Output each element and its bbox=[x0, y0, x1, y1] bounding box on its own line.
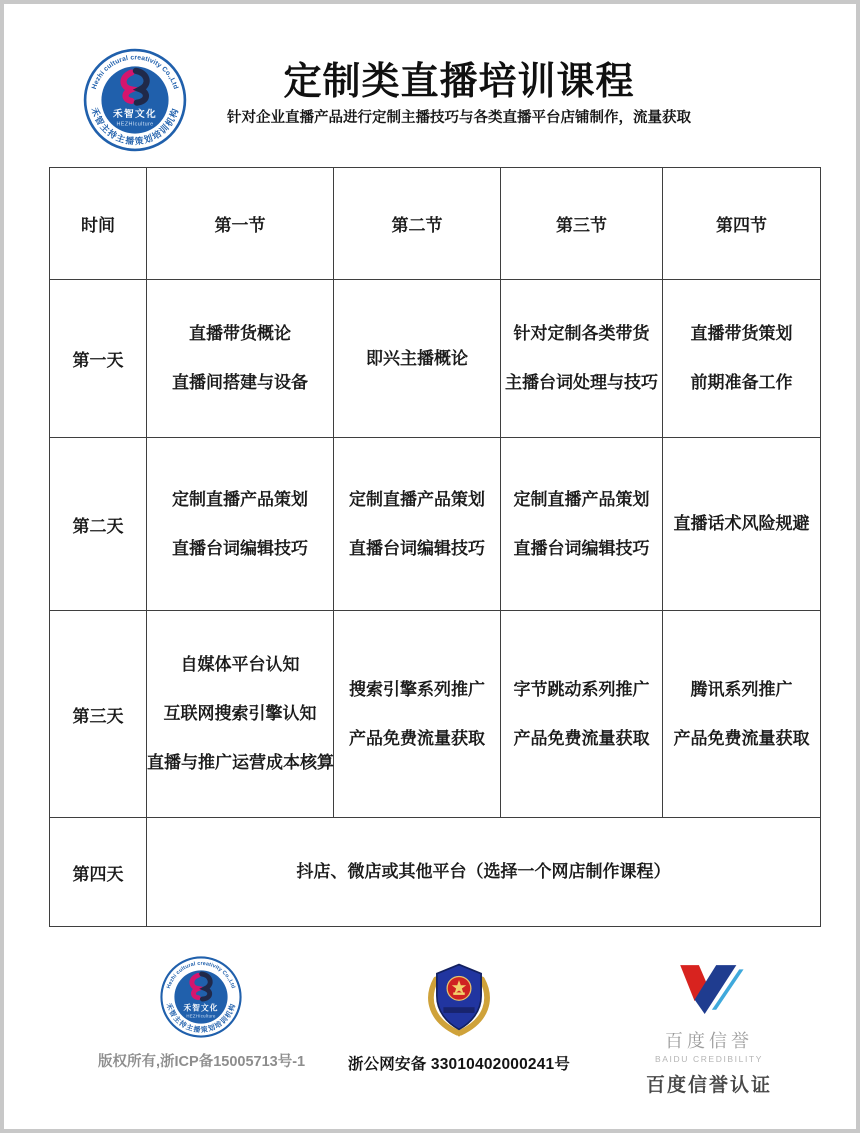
cell-line: 直播带货概论 bbox=[189, 324, 291, 343]
cell-line: 定制直播产品策划 bbox=[349, 489, 485, 509]
footer-right bbox=[646, 962, 772, 1097]
hezhi-logo-footer bbox=[159, 955, 243, 1039]
cell-line: 定制直播产品策划 bbox=[513, 489, 650, 509]
cell-day2-s4 bbox=[663, 438, 821, 611]
cell-day3-s4 bbox=[663, 611, 821, 818]
cell-day3-s1 bbox=[147, 611, 334, 818]
cell-day2-s2 bbox=[334, 438, 501, 611]
cell-line: 互联网搜索引擎认知 bbox=[163, 704, 317, 723]
table-header-row bbox=[50, 168, 821, 280]
row-label-day3: 第三天 bbox=[50, 611, 147, 818]
baidu-brand-en: BAIDU CREDIBILITY bbox=[655, 1054, 763, 1064]
cell-line: 产品免费流量获取 bbox=[349, 728, 485, 748]
page-title: 定制类直播培训课程 bbox=[283, 61, 635, 103]
table-row-day3 bbox=[50, 611, 821, 818]
cell-day2-s3 bbox=[501, 438, 663, 611]
cell-line: 主播台词处理与技巧 bbox=[505, 373, 658, 392]
col-header-session1: 第一节 bbox=[147, 168, 334, 280]
cell-line: 定制直播产品策划 bbox=[172, 489, 308, 509]
cell-day3-s3 bbox=[501, 611, 663, 818]
cell-line: 腾讯系列推广 bbox=[690, 679, 793, 699]
cell-day1-s1 bbox=[147, 280, 334, 438]
row-label-day4: 第四天 bbox=[50, 818, 147, 927]
cell-line: 字节跳动系列推广 bbox=[513, 679, 650, 699]
baidu-credibility-icon bbox=[673, 962, 745, 1020]
cell-line: 直播间搭建与设备 bbox=[172, 373, 308, 392]
cell-day2-s1 bbox=[147, 438, 334, 611]
cell-line: 直播台词编辑技巧 bbox=[349, 538, 485, 558]
col-header-session2: 第二节 bbox=[334, 168, 501, 280]
cell-line: 抖店、微店或其他平台（选择一个网店制作课程） bbox=[296, 862, 671, 881]
footer-center bbox=[334, 957, 584, 1074]
cell-line: 直播与推广运营成本核算 bbox=[147, 753, 334, 772]
police-badge-icon bbox=[418, 957, 500, 1041]
table-row-day1 bbox=[50, 280, 821, 438]
cell-line: 产品免费流量获取 bbox=[513, 728, 650, 748]
cell-line: 直播台词编辑技巧 bbox=[513, 538, 650, 558]
baidu-brand-cn: 百度信誉 bbox=[665, 1031, 753, 1051]
col-header-time: 时间 bbox=[50, 168, 147, 280]
cell-line: 即兴主播概论 bbox=[366, 348, 468, 368]
cell-line: 直播台词编辑技巧 bbox=[172, 538, 308, 558]
cell-day1-s3 bbox=[501, 280, 663, 438]
cell-day1-s4 bbox=[663, 280, 821, 438]
col-header-session3: 第三节 bbox=[501, 168, 663, 280]
course-schedule-table bbox=[49, 167, 821, 927]
cell-line: 直播话术风险规避 bbox=[673, 514, 810, 533]
cell-line: 直播带货策划 bbox=[690, 324, 793, 343]
cell-line: 产品免费流量获取 bbox=[673, 728, 810, 748]
table-row-day4 bbox=[50, 818, 821, 927]
cell-day3-s2 bbox=[334, 611, 501, 818]
cell-day1-s2 bbox=[334, 280, 501, 438]
page-subtitle: 针对企业直播产品进行定制主播技巧与各类直播平台店铺制作，流量获取 bbox=[227, 110, 691, 126]
table-row-day2 bbox=[50, 438, 821, 611]
cell-line: 针对定制各类带货 bbox=[513, 324, 650, 343]
row-label-day2: 第二天 bbox=[50, 438, 147, 611]
row-label-day1: 第一天 bbox=[50, 280, 147, 438]
cell-line: 前期准备工作 bbox=[690, 373, 793, 392]
col-header-session4: 第四节 bbox=[663, 168, 821, 280]
cell-day4-span bbox=[147, 818, 821, 927]
icp-caption: 版权所有,浙ICP备15005713号-1 bbox=[98, 1054, 306, 1070]
header bbox=[54, 4, 860, 127]
baidu-cert-caption: 百度信誉认证 bbox=[646, 1075, 773, 1096]
cell-line: 搜索引擎系列推广 bbox=[349, 679, 485, 699]
public-security-caption: 浙公网安备 33010402000241号 bbox=[347, 1056, 571, 1073]
cell-line: 自媒体平台认知 bbox=[180, 655, 300, 674]
